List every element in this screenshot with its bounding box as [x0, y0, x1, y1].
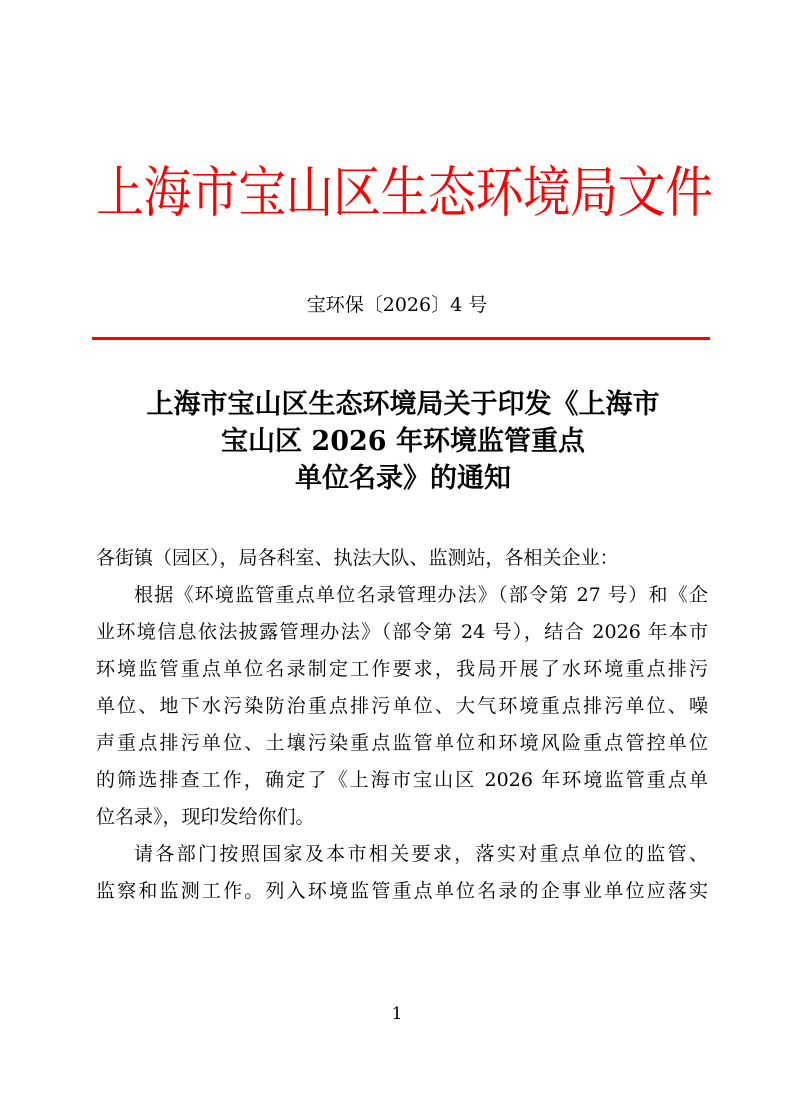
notice-title [96, 386, 710, 497]
page-number: 1 [391, 1004, 403, 1024]
document-header-title: 上海市宝山区生态环境局文件 [96, 160, 710, 226]
body-line: 根据《环境监管重点单位名录管理办法》（部令第 27 号）和《企 [134, 584, 708, 606]
notice-title-line: 上海市宝山区生态环境局关于印发《上海市 [146, 389, 660, 420]
salutation-line: 各街镇（园区），局各科室、执法大队、监测站，各相关企业： [96, 547, 619, 569]
body-line: 的筛选排查工作，确定了《上海市宝山区 2026 年环境监管重点单 [96, 769, 708, 791]
body-line: 环境监管重点单位名录制定工作要求，我局开展了水环境重点排污 [96, 658, 708, 680]
body-line: 单位、地下水污染防治重点排污单位、大气环境重点排污单位、噪 [96, 695, 708, 717]
body-line: 业环境信息依法披露管理办法》（部令第 24 号），结合 2026 年本市 [96, 621, 708, 643]
body-line: 监察和监测工作。列入环境监管重点单位名录的企事业单位应落实 [96, 880, 708, 902]
notice-title-line: 单位名录》的通知 [295, 463, 511, 494]
body-line: 位名录》，现印发给你们。 [96, 806, 315, 828]
body-line: 声重点排污单位、土壤污染重点监管单位和环境风险重点管控单位 [96, 732, 708, 754]
notice-body [96, 540, 708, 910]
document-number: 宝环保〔2026〕4 号 [306, 294, 488, 316]
red-divider-rule [92, 337, 710, 340]
body-line: 请各部门按照国家及本市相关要求，落实对重点单位的监管、 [134, 843, 708, 865]
notice-title-line: 宝山区 2026 年环境监管重点 [221, 426, 585, 457]
